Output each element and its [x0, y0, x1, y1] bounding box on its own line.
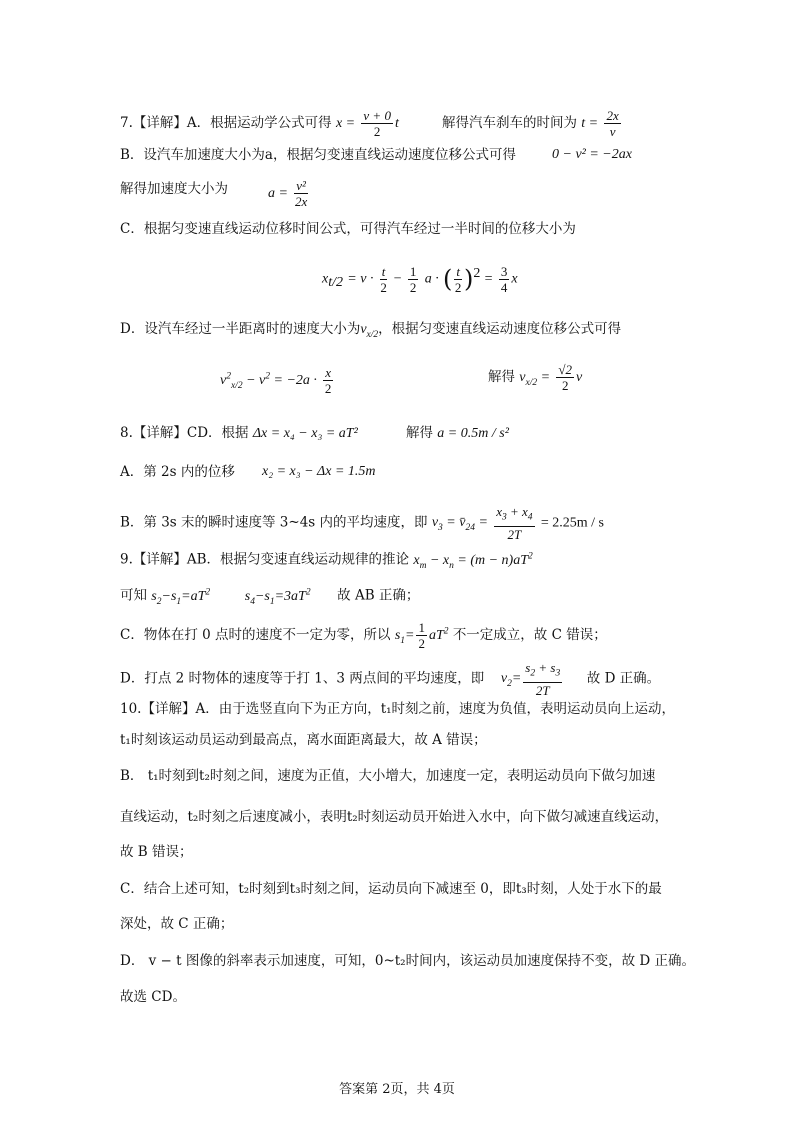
q8-solve-line	[406, 424, 509, 443]
q9-line2-a: 可知	[120, 587, 147, 604]
q8-a-line	[120, 463, 235, 481]
q10-l8: D． v − t 图像的斜率表示加速度，可知，0~t₂时间内，该运动员加速度保持不变，故 D 正确。	[120, 953, 695, 969]
q7-d-formula: $v^2_{x/2} - v^2 = -2a$ · $\frac{x}{2}$	[220, 364, 332, 396]
q7-b-a-fraction	[294, 178, 308, 209]
q7-a-num: v + 0	[363, 108, 391, 123]
q8-a-eq: x₂ = x₃ − Δx = 1.5m	[262, 464, 376, 479]
q7-a-solve-line	[442, 108, 623, 139]
q8-b-line: B．第 3s 末的瞬时速度等 3~4s 内的平均速度，即 $v_3$ = $v̄_{24}$ = $\frac{x_3 + x_4}{2T}$ = 2.25m / s	[120, 504, 604, 542]
q7-b-aden: 2x	[294, 194, 308, 209]
q9-line: 9.【详解】AB．根据匀变速直线运动规律的推论 $x_m - x_n = (m - n)aT^2$	[120, 551, 533, 571]
q7-line-b	[120, 146, 516, 164]
q7-line-a	[120, 108, 399, 139]
q7-c-text: C．根据匀变速直线运动位移时间公式，可得汽车经过一半时间的位移大小为	[120, 221, 576, 237]
q8-b-result: = 2.25m / s	[540, 515, 604, 531]
q9-c-text1: C．物体在打 0 点时的速度不一定为零，所以	[120, 627, 391, 643]
q7-c-frac4: $\frac{3}{4}$	[500, 263, 508, 295]
q10-l4: 直线运动，t₂时刻之后速度减小，表明t₂时刻运动员开始进入水中，向下做匀减速直线运动，	[120, 809, 669, 825]
q7-c-formula: $x_{t/2} = v$ · $\frac{t}{2}$ − $\frac{1}{2}$ a · ( $\frac{t}{2}$ )$^2$ = $\frac{3}{4}$ x	[322, 263, 518, 295]
q10-l7: 深处，故 C 正确；	[120, 916, 234, 932]
q7-b-text: B．设汽车加速度大小为a，根据匀变速直线运动速度位移公式可得	[120, 147, 516, 163]
q7-a-solve: 解得汽车刹车的时间为	[442, 115, 577, 131]
q7-c-mid: = v ·	[347, 271, 374, 287]
q7-c-lhs: x	[322, 271, 329, 287]
q7-b-aeq: a =	[268, 186, 288, 201]
q7-b-a-formula	[268, 178, 310, 209]
q7-d-text2: ，根据匀变速直线运动速度位移公式可得	[378, 321, 622, 337]
q7-c-end: x	[511, 271, 518, 287]
q9-d-line: D．打点 2 时物体的速度等于打 1、3 两点间的平均速度，即 $v_2=$ $\frac{s_2 + s_3}{2T}$ 故 D 正确。	[120, 660, 661, 698]
q7-t-den: v	[609, 124, 616, 139]
q10-l1: 10.【详解】A．由于选竖直向下为正方向，t₁时刻之前，速度为负值，表明运动员向上运动，	[120, 701, 676, 717]
q9-intro: 9.【详解】AB．根据匀变速直线运动规律的推论	[120, 551, 410, 568]
q10-l6: C．结合上述可知，t₂时刻到t₃时刻之间，运动员向下减速至 0，即t₃时刻，人处于水下的最	[120, 881, 662, 897]
q7-intro: 7.【详解】A．根据运动学公式可得	[120, 115, 332, 131]
q7-b-eq: 0 − v² = −2ax	[552, 147, 632, 162]
q10-l5: 故 B 错误；	[120, 844, 193, 860]
q8-a-text: A．第 2s 内的位移	[120, 464, 235, 480]
q8-b-text: B．第 3s 末的瞬时速度等 3~4s 内的平均速度，即	[120, 514, 428, 531]
q7-c-frac2: $\frac{1}{2}$	[409, 263, 417, 295]
q7-c-frac1: $\frac{t}{2}$	[380, 263, 387, 295]
q7-b-solve: 解得加速度大小为	[120, 181, 228, 197]
q7-b-solve-line	[120, 180, 228, 198]
q9-line2-b: 故 AB 正确；	[337, 587, 420, 604]
q7-c-frac3: $\frac{t}{2}$	[454, 263, 462, 295]
q9-d-text2: 故 D 正确。	[586, 670, 661, 687]
q7-t-num: 2x	[606, 108, 619, 123]
q7-d-solve: 解得 $v_{x/2}$ = $\frac{√2}{2}$ v	[488, 362, 583, 393]
q8-solve: 解得	[406, 425, 433, 441]
q10-l3: B． t₁时刻到t₂时刻之间，速度为正值，大小增大，加速度一定，表明运动员向下做匀加速	[120, 768, 656, 784]
q9-c-text2: 不一定成立，故 C 错误；	[452, 627, 607, 643]
q9-d-text1: D．打点 2 时物体的速度等于打 1、3 两点间的平均速度，即	[120, 670, 485, 687]
q7-line-d: D．设汽车经过一半距离时的速度大小为$v_{x/2}$，根据匀变速直线运动速度位移公式可得	[120, 321, 622, 340]
q7-a-den: 2	[373, 124, 381, 139]
q7-b-anum: v²	[296, 178, 306, 193]
q7-a-teq: t =	[581, 116, 599, 131]
q10-l2: t₁时刻该运动员运动到最高点，离水面距离最大，故 A 错误；	[120, 732, 487, 748]
page-footer: 答案第 2页，共 4页	[339, 1082, 455, 1097]
q8-eq: Δx = x₄ − x₃ = aT²	[252, 426, 358, 441]
q7-a-fraction	[361, 108, 393, 139]
q7-a-t: t	[394, 116, 399, 131]
q7-d-text: D．设汽车经过一半距离时的速度大小为	[120, 321, 361, 337]
q10-l9: 故选 CD。	[120, 989, 186, 1005]
q8-line	[120, 424, 358, 443]
q7-c-sub: t/2	[328, 275, 343, 291]
q8-result: a = 0.5m / s²	[437, 426, 509, 441]
q9-line2: 可知 $s_2-s_1=aT^2$ $s_4-s_1=3aT^2$ 故 AB 正确；	[120, 587, 420, 607]
q9-c-line: C．物体在打 0 点时的速度不一定为零，所以 $s_1=$ $\frac{1}{2}$ $aT^2$ 不一定成立，故 C 错误；	[120, 620, 607, 651]
q7-line-c	[120, 220, 576, 238]
q7-d-solve-label: 解得	[488, 369, 515, 385]
q8-intro: 8.【详解】CD．根据	[120, 425, 249, 441]
q7-a-eq: x =	[335, 116, 356, 131]
q7-t-fraction	[604, 108, 620, 139]
